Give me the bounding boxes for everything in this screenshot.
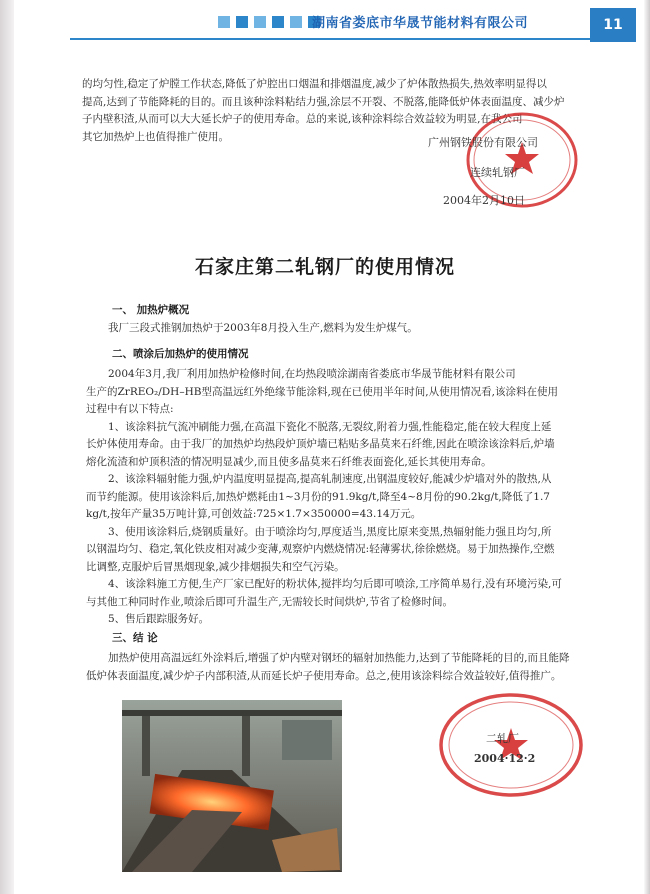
furnace-photo-illustration: [122, 700, 342, 872]
prev-signature-unit: 连续轧钢厂: [470, 166, 525, 179]
text-line: 2004年3月,我厂利用加热炉检修时间,在均热段喷涂湖南省娄底市华晟节能材料有限公司: [108, 368, 516, 380]
prev-signature-date: 2004年2月10日: [443, 194, 525, 207]
text-line: 子内壁积渣,从而可以大大延长炉子的使用寿命。总的来说,该种涂料综合效益较为明显,在我公司: [82, 113, 523, 125]
text-line: 熔化流渣和炉顶积渣的情况明显减少,而且使多晶莫来石纤维表面瓷化,延长其使用寿命。: [86, 455, 492, 468]
text-line: 3、使用该涂料后,烧钢质量好。由于喷涂均匀,厚度适当,黑度比原来变黑,热辐射能力强且均匀,所: [108, 525, 552, 538]
header-square: [272, 16, 284, 28]
header-rule: [70, 38, 590, 40]
page-edge-shadow: [644, 0, 650, 894]
text-line: kg/t,按年产量35万吨计算,可创效益:725×1.7×350000=43.14万元。: [86, 508, 422, 520]
header-decoration-squares: [218, 16, 320, 28]
text-line: 5、售后跟踪服务好。: [108, 613, 210, 625]
text-line: 2、该涂料辐射能力强,炉内温度明显提高,提高轧制速度,出钢温度较好,能减少炉墙对外的散热,从: [108, 473, 552, 485]
signature-unit: 二轧厂: [486, 732, 519, 745]
section-heading: 二、喷涂后加热炉的使用情况: [112, 348, 249, 360]
section-text: 我厂三段式推钢加热炉于2003年8月投入生产,燃料为发生炉煤气。: [108, 322, 418, 334]
text-line: 与其他工种同时作业,喷涂后即可升温生产,无需较长时间烘炉,节省了检修时间。: [86, 595, 454, 608]
text-line: 过程中有以下特点:: [86, 403, 174, 415]
section-heading: 一、 加热炉概况: [112, 304, 190, 316]
page-binding-shadow: [0, 0, 14, 894]
header-square: [236, 16, 248, 28]
text-line: 以钢温均匀、稳定,氧化铁皮相对减少变薄,观察炉内燃烧情况:轻薄雾状,徐徐燃烧。易于加热操作,空燃: [86, 543, 555, 555]
header-square: [254, 16, 266, 28]
header-company-name: 湖南省娄底市华晟节能材料有限公司: [312, 16, 529, 31]
signature-date: 2004·12·2: [474, 752, 536, 765]
text-line: 生产的ZrREO₂/DH–HB型高温远红外绝缘节能涂料,现在已使用半年时间,从使用情况看,该涂料在使用: [86, 385, 558, 398]
header-square: [218, 16, 230, 28]
header-square: [290, 16, 302, 28]
section-heading: 三、结 论: [112, 632, 158, 644]
text-line: 加热炉使用高温远红外涂料后,增强了炉内壁对钢坯的辐射加热能力,达到了节能降耗的目的,而且能降: [108, 652, 570, 664]
page-number: 11: [590, 8, 636, 42]
text-line: 1、该涂料抗气流冲刷能力强,在高温下瓷化不脱落,无裂纹,附着力强,性能稳定,能在较大程度上延: [108, 420, 552, 433]
article-title: 石家庄第二轧钢厂的使用情况: [194, 256, 455, 278]
prev-signature-org: 广州钢铁股份有限公司: [428, 136, 538, 149]
text-line: 长炉体使用寿命。由于我厂的加热炉均热段炉顶炉墙已粘贴多晶莫来石纤维,因此在喷涂该涂料后,炉墙: [86, 438, 555, 450]
text-line: 比调整,克服炉后冒黑烟现象,减少排烟损失和空气污染。: [86, 560, 345, 573]
text-line: 4、该涂料施工方便,生产厂家已配好的粉状体,搅拌均匀后即可喷涂,工序简单易行,没有环境污染,可: [108, 578, 562, 590]
text-line: 而节约能源。使用该涂料后,加热炉燃耗由1~3月份的91.9kg/t,降至4~8月份的90.2kg/t,降低了1.7: [86, 490, 550, 503]
furnace-photo: [122, 700, 342, 872]
section-body: [86, 650, 591, 685]
section-body: [86, 366, 591, 629]
text-line: 低炉体表面温度,减少炉子内部积渣,从而延长炉子使用寿命。总之,使用该涂料综合效益较好,值得推广。: [86, 669, 562, 682]
text-line: 的均匀性,稳定了炉膛工作状态,降低了炉腔出口烟温和排烟温度,减少了炉体散热损失,热效率明显得以: [82, 78, 547, 90]
text-line: 其它加热炉上也值得推广使用。: [82, 130, 229, 143]
text-line: 提高,达到了节能降耗的目的。而且该种涂料粘结力强,涂层不开裂、不脱落,能降低炉体表面温度、减少炉: [82, 95, 565, 108]
